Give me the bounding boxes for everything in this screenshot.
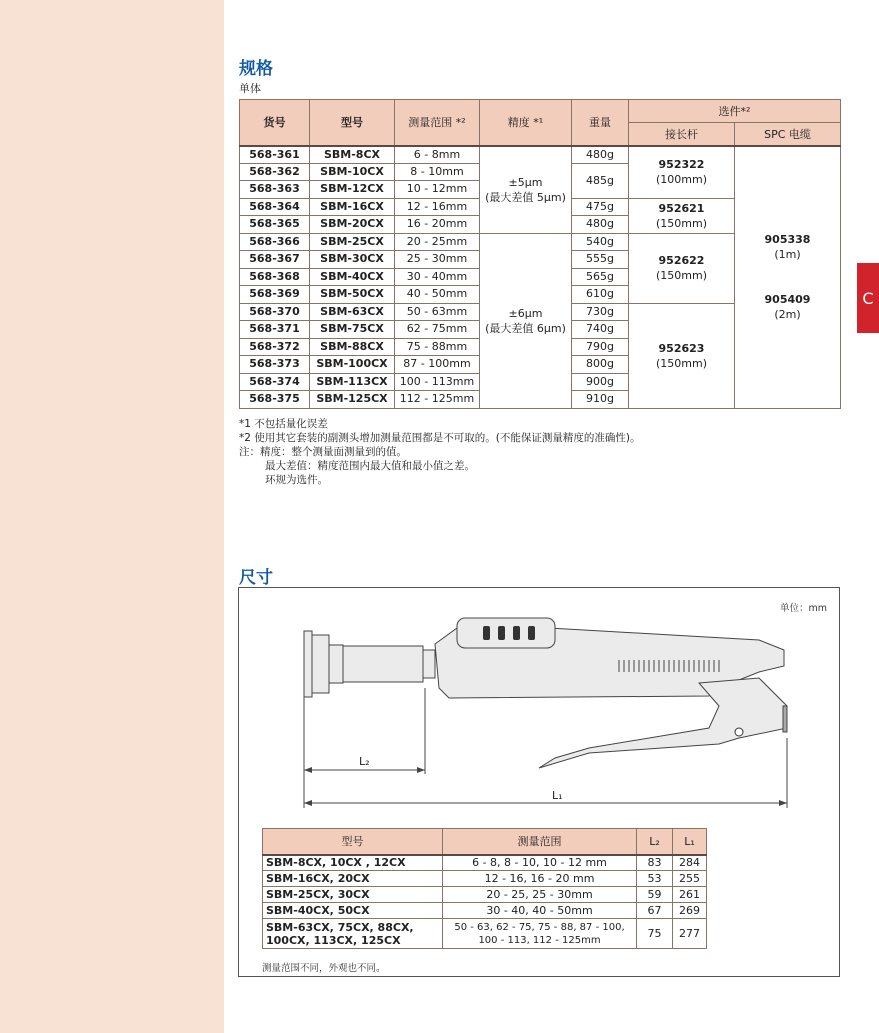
accuracy-group-2: ±6μm (最大差值 6μm) <box>480 233 572 408</box>
spec-notes <box>239 417 640 487</box>
header-accuracy: 精度 *¹ <box>480 100 572 146</box>
model: SBM-50CX <box>310 286 395 304</box>
spec-table <box>239 99 841 409</box>
header-range: 测量范围 *² <box>395 100 480 146</box>
note-5: 环规为选件。 <box>265 474 328 486</box>
weight: 485g <box>572 163 629 198</box>
dimension-table <box>262 828 707 949</box>
dim-header-l1: L₁ <box>673 829 707 855</box>
screw-icon <box>735 728 743 736</box>
extension-group-1: 952322 (100mm) <box>629 146 735 199</box>
dim-model: SBM-40CX, 50CX <box>263 903 443 919</box>
dim-l2: 75 <box>637 919 673 949</box>
extension-group-3: 952622 (150mm) <box>629 233 735 303</box>
dim-header-range: 测量范围 <box>443 829 637 855</box>
weight: 475g <box>572 198 629 216</box>
model: SBM-20CX <box>310 216 395 234</box>
display-unit <box>457 618 555 648</box>
header-part-no: 货号 <box>240 100 310 146</box>
section-tab[interactable]: C <box>857 263 879 333</box>
dim-l1: 269 <box>673 903 707 919</box>
part-no: 568-374 <box>240 373 310 391</box>
note-3: 注：精度：整个测量面测量到的值。 <box>239 446 407 458</box>
range: 75 - 88mm <box>395 338 480 356</box>
range: 112 - 125mm <box>395 391 480 409</box>
probe-shaft <box>343 646 423 682</box>
model: SBM-40CX <box>310 268 395 286</box>
model: SBM-8CX <box>310 146 395 164</box>
note-1: *1 不包括量化误差 <box>239 418 328 430</box>
dimensions-title: 尺寸 <box>239 568 273 588</box>
extension-group-4: 952623 (150mm) <box>629 303 735 408</box>
range: 20 - 25mm <box>395 233 480 251</box>
header-extension: 接长杆 <box>629 123 735 146</box>
range: 30 - 40mm <box>395 268 480 286</box>
weight: 555g <box>572 251 629 269</box>
header-weight: 重量 <box>572 100 629 146</box>
note-2: *2 使用其它套装的副测头增加测量范围都是不可取的。(不能保证测量精度的准确性)。 <box>239 432 641 444</box>
unit-label: 单位：mm <box>779 603 827 614</box>
dim-l2: 59 <box>637 887 673 903</box>
range: 8 - 10mm <box>395 163 480 181</box>
range: 87 - 100mm <box>395 356 480 374</box>
part-no: 568-373 <box>240 356 310 374</box>
note-4: 最大差值：精度范围内最大值和最小值之差。 <box>265 460 475 472</box>
header-model: 型号 <box>310 100 395 146</box>
model: SBM-100CX <box>310 356 395 374</box>
spc-cable-cell: 905338 (1m) 905409 (2m) <box>735 146 841 409</box>
dim-model: SBM-8CX, 10CX , 12CX <box>263 855 443 871</box>
part-no: 568-372 <box>240 338 310 356</box>
probe-head-flange <box>304 631 312 697</box>
header-spc-cable: SPC 电缆 <box>735 123 841 146</box>
weight: 800g <box>572 356 629 374</box>
part-no: 568-367 <box>240 251 310 269</box>
weight: 540g <box>572 233 629 251</box>
l2-label: L₂ <box>359 755 370 768</box>
part-no: 568-364 <box>240 198 310 216</box>
range: 10 - 12mm <box>395 181 480 199</box>
accuracy-group-1: ±5μm (最大差值 5μm) <box>480 146 572 234</box>
model: SBM-113CX <box>310 373 395 391</box>
dim-range: 12 - 16, 16 - 20 mm <box>443 871 637 887</box>
model: SBM-88CX <box>310 338 395 356</box>
part-no: 568-363 <box>240 181 310 199</box>
spec-title: 规格 <box>239 59 273 79</box>
range: 25 - 30mm <box>395 251 480 269</box>
dim-l1: 277 <box>673 919 707 949</box>
part-no: 568-369 <box>240 286 310 304</box>
range: 16 - 20mm <box>395 216 480 234</box>
range: 6 - 8mm <box>395 146 480 164</box>
weight: 565g <box>572 268 629 286</box>
dim-l1: 284 <box>673 855 707 871</box>
dim-l2: 53 <box>637 871 673 887</box>
model: SBM-10CX <box>310 163 395 181</box>
weight: 480g <box>572 216 629 234</box>
weight: 790g <box>572 338 629 356</box>
model: SBM-63CX <box>310 303 395 321</box>
dim-model: SBM-25CX, 30CX <box>263 887 443 903</box>
l1-label: L₁ <box>552 789 563 802</box>
part-no: 568-375 <box>240 391 310 409</box>
dimension-note: 测量范围不同，外观也不同。 <box>262 963 386 974</box>
dim-l1: 255 <box>673 871 707 887</box>
part-no: 568-368 <box>240 268 310 286</box>
range: 100 - 113mm <box>395 373 480 391</box>
weight: 900g <box>572 373 629 391</box>
dim-model: SBM-16CX, 20CX <box>263 871 443 887</box>
dim-model: SBM-63CX, 75CX, 88CX, 100CX, 113CX, 125CX <box>263 919 443 949</box>
part-no: 568-366 <box>240 233 310 251</box>
range: 62 - 75mm <box>395 321 480 339</box>
part-no: 568-365 <box>240 216 310 234</box>
range: 50 - 63mm <box>395 303 480 321</box>
model: SBM-12CX <box>310 181 395 199</box>
header-options: 选件*² <box>629 100 841 123</box>
weight: 910g <box>572 391 629 409</box>
spec-subtitle: 单体 <box>239 82 261 95</box>
model: SBM-30CX <box>310 251 395 269</box>
part-no: 568-371 <box>240 321 310 339</box>
dim-range: 20 - 25, 25 - 30mm <box>443 887 637 903</box>
dim-header-l2: L₂ <box>637 829 673 855</box>
weight: 480g <box>572 146 629 164</box>
dim-range: 6 - 8, 8 - 10, 10 - 12 mm <box>443 855 637 871</box>
dim-l2: 67 <box>637 903 673 919</box>
dim-l2: 83 <box>637 855 673 871</box>
weight: 730g <box>572 303 629 321</box>
model: SBM-75CX <box>310 321 395 339</box>
model: SBM-125CX <box>310 391 395 409</box>
extension-group-2: 952621 (150mm) <box>629 198 735 233</box>
model: SBM-16CX <box>310 198 395 216</box>
range: 40 - 50mm <box>395 286 480 304</box>
part-no: 568-362 <box>240 163 310 181</box>
model: SBM-25CX <box>310 233 395 251</box>
bore-gauge-drawing <box>239 588 839 818</box>
weight: 610g <box>572 286 629 304</box>
dim-range: 50 - 63, 62 - 75, 75 - 88, 87 - 100, 100 - 113, 112 - 125mm <box>443 919 637 949</box>
dim-range: 30 - 40, 40 - 50mm <box>443 903 637 919</box>
dim-header-model: 型号 <box>263 829 443 855</box>
part-no: 568-370 <box>240 303 310 321</box>
part-no: 568-361 <box>240 146 310 164</box>
weight: 740g <box>572 321 629 339</box>
left-margin-band <box>0 0 224 1033</box>
dim-l1: 261 <box>673 887 707 903</box>
range: 12 - 16mm <box>395 198 480 216</box>
